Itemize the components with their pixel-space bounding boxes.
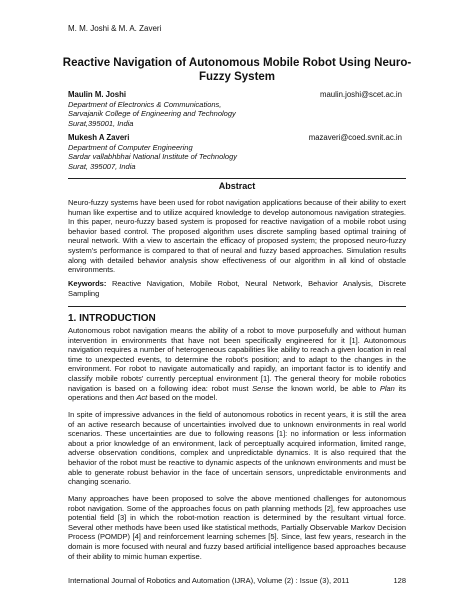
author-block-1 bbox=[68, 90, 402, 128]
abstract-top-rule bbox=[68, 178, 406, 179]
emphasis-act: Act bbox=[136, 393, 148, 403]
emphasis-sense: Sense bbox=[252, 383, 274, 393]
text-span: based on the model. bbox=[147, 393, 218, 403]
author-affiliation-line: Sardar vallabhbhai National Institute of Technology bbox=[68, 152, 237, 162]
text-span: its operations and then bbox=[68, 383, 407, 403]
running-head-authors: M. M. Joshi & M. A. Zaveri bbox=[68, 24, 162, 33]
author-email-link[interactable]: maulin.joshi@scet.ac.in bbox=[319, 90, 402, 99]
footer-page-number: 128 bbox=[393, 576, 406, 585]
text-span: Autonomous robot navigation means the ability of a robot to move purposefully and without human intervention in environments that have not been specifically engineered for it [1]. Autonomous navigation requires a number of heterogeneous capabilities like ability to reach a given location in real time to unexpected events, to determine the robot's position; and to adapt to the changes in the environment. For robot to navigate automatically and rapidly, an important factor is to identify and classify mobile robots' currently perceptual environment [1]. The general theory for mobile robotics navigation is based on a following idea: robot must bbox=[68, 326, 406, 393]
paper-title bbox=[60, 56, 414, 84]
author-affiliation-line: Department of Computer Engineering bbox=[68, 142, 193, 152]
emphasis-plan: Plan bbox=[379, 383, 395, 393]
author-affiliation-line: Sarvajanik College of Engineering and Technology bbox=[68, 109, 236, 119]
author-email-link[interactable]: mazaveri@coed.svnit.ac.in bbox=[308, 133, 402, 142]
author-affiliation-line: Department of Electronics & Communications, bbox=[68, 99, 222, 109]
introduction-paragraph-3: Many approaches have been proposed to solve the above mentioned challenges for autonomous robot navigation. Some of the approaches focus on path planning methods [2], few approaches use potential field [3] in which the robot-motion reaction is determined by the resultant virtual force. Several other methods have been used like statistical methods, Partially Observable Markov Decision Process (POMDP) [4] and reinforcement learning schemes [5]. Since, last few years, research in the domain is more focused with neural and fuzzy based artificial intelligence based approaches because of their ability to mimic human expertise. bbox=[68, 494, 406, 561]
author-name: Mukesh A Zaveri bbox=[68, 133, 130, 142]
page-footer bbox=[68, 576, 406, 585]
footer-journal: International Journal of Robotics and Automation (IJRA), Volume (2) : Issue (3), 2011 bbox=[68, 576, 350, 585]
text-span: the known world, be able to bbox=[273, 383, 380, 393]
introduction-heading: 1. INTRODUCTION bbox=[68, 313, 156, 324]
keywords bbox=[68, 279, 406, 298]
abstract-text: Neuro-fuzzy systems have been used for robot navigation applications because of their ability to exert human like expertise and to utilize acquired knowledge to develop autonomous navigation strategies. In this paper, neuro-fuzzy based system is proposed for reactive navigation of a mobile robot using behavior based control. The proposed algorithm uses discrete sampling based optimal training of neural network. With a view to ascertain the efficacy of proposed system; the proposed neuro-fuzzy system’s performance is compared to that of neural and fuzzy based approaches. Simulation results along with detailed behavior analysis show effectiveness of our algorithm in all kind of obstacle environments. bbox=[68, 198, 406, 275]
author-name: Maulin M. Joshi bbox=[68, 90, 127, 99]
author-affiliation-line: Surat,395001, India bbox=[68, 118, 134, 128]
keywords-text: Reactive Navigation, Mobile Robot, Neural Network, Behavior Analysis, Discrete Sampling bbox=[68, 279, 407, 298]
paper-title-line-1: Reactive Navigation of Autonomous Mobile Robot Using Neuro- bbox=[62, 57, 412, 69]
paper-title-line-2: Fuzzy System bbox=[198, 71, 276, 83]
abstract-heading: Abstract bbox=[218, 181, 256, 191]
keywords-label: Keywords: bbox=[68, 279, 107, 288]
introduction-paragraph-1 bbox=[68, 326, 406, 403]
introduction-paragraph-2: In spite of impressive advances in the field of autonomous robotics in recent years, it is still the area of an active research because of uncertainties involved due to unknown environments in real world scenarios. These uncertainties are due to following reasons [1]: no information or less information about a prior knowledge of an environment, lack of perceptually acquired information, limited range, adverse observation conditions, complex and unpredictable dynamics. It is also required that the behavior of the robot must be reactive to dynamic aspects of the unknown environments and must be able to generate robust behavior in the face of uncertain sensors, unpredictable environments and changing scenario. bbox=[68, 410, 406, 487]
author-affiliation-line: Surat, 395007, India bbox=[68, 161, 136, 171]
author-block-2 bbox=[68, 133, 402, 171]
abstract-bottom-rule bbox=[68, 306, 406, 307]
